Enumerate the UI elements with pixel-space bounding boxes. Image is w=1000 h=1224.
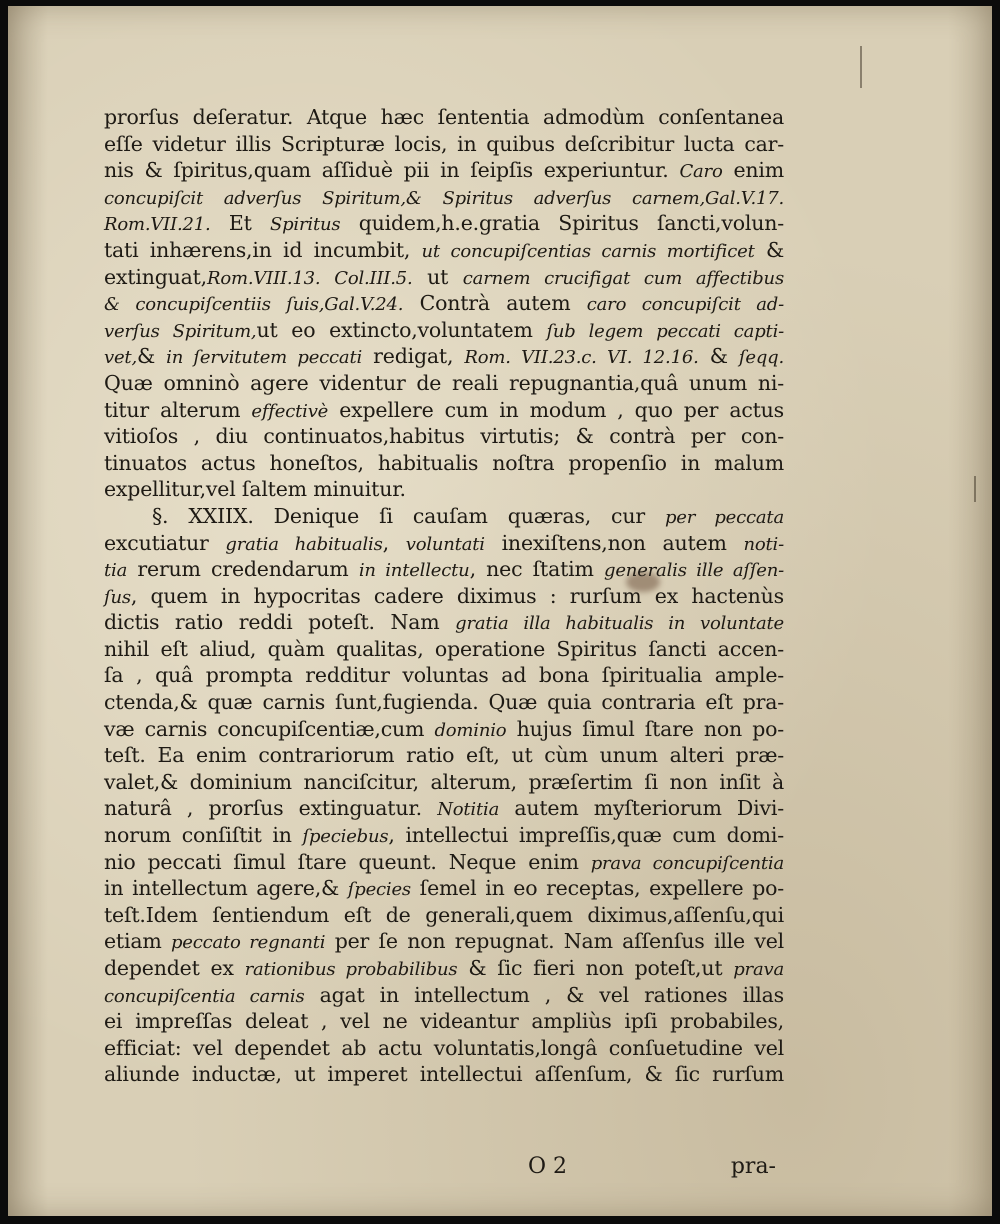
italic-segment: tia [104,560,128,582]
text-line [104,769,784,796]
text-segment: in intellectum agere,& [104,876,348,901]
italic-segment: Spiritus [269,214,341,236]
italic-segment: ſpecies [347,879,411,901]
text-line [104,450,784,477]
text-segment: teſt.Idem ſentiendum eſt de generali,quem diximus,aſſenſu,qui [104,902,784,927]
text-segment: ctenda,& quæ carnis ſunt,fugienda. Quæ quia contraria eſt pra- [104,690,784,715]
page-footer [104,1154,784,1184]
text-segment: & [698,344,739,369]
italic-segment: peccato regnanti [170,932,326,954]
text-line [104,1061,784,1088]
text-line [104,902,784,929]
text-segment: tinuatos actus honeſtos, habitualis noſtra propenſio in malum [104,450,784,475]
text-segment: excutiatur [104,530,226,555]
italic-segment: rationibus probabilibus [244,959,458,980]
text-segment: hujus ſimul ſtare non po- [506,716,784,741]
italic-segment: Rom.VII.21. [104,214,211,236]
italic-segment: gratia habitualis [225,533,383,555]
text-segment: expellitur,vel ſaltem minuitur. [104,477,406,502]
italic-segment: per peccata [664,506,784,528]
text-segment: & [754,237,784,262]
text-line [104,583,784,610]
text-segment: quidem,h.e.gratia Spiritus ſancti,volun- [340,211,784,236]
text-segment: §. XXIIX. Denique ſi cauſam quæras, cur [152,503,665,528]
text-segment: redigat, [362,344,465,369]
text-line [104,982,784,1009]
page-edge-mark [974,476,976,502]
text-segment: per ſe non repugnat. Nam aſſenſus ille vel [325,929,784,954]
text-line [104,716,784,743]
text-segment: & ſic fieri non poteſt,ut [457,956,734,980]
italic-segment: & concupiſcentiis ſuis,Gal.V.24. [104,294,404,316]
text-segment: væ carnis concupiſcentiæ,cum [104,716,435,741]
text-segment: eſſe videtur illis Scripturæ locis, in quibus deſcribitur lucta car- [104,131,784,156]
text-line [104,875,784,902]
text-segment: & [136,344,167,369]
text-segment: teſt. Ea enim contrariorum ratio eſt, ut cùm unum alteri præ- [104,743,784,768]
text-segment: inexiſtens,non autem [484,530,744,555]
text-line [104,104,784,131]
text-segment: efficiat: vel dependet ab actu voluntatis,longâ conſuetudine vel [104,1035,784,1060]
italic-segment: prava concupiſcentia [590,852,784,874]
text-segment: extinguat, [104,264,207,289]
text-line [104,742,784,769]
italic-segment: noti- [743,533,784,555]
italic-segment: generalis ille aſſen- [604,560,785,582]
text-segment: ei impreſſas deleat , vel ne videantur ampliùs ipſi probabiles, [104,1009,784,1034]
book-page [8,6,992,1216]
text-segment: etiam [104,929,171,954]
italic-segment: verſus Spiritum, [104,320,257,342]
italic-segment: in ſervitutem peccati [166,347,363,369]
text-segment: , [382,530,406,555]
text-segment: valet,& dominium nanciſcitur, alterum, præſertim ſi non inſit à [104,769,784,794]
text-segment: dependet ex [104,956,245,980]
text-segment: ſemel in eo receptas, expellere po- [410,876,784,901]
italic-segment: ſeqq. [738,347,784,369]
text-segment: Quæ omninò agere videntur de reali repugnantia,quâ unum ni- [104,370,784,395]
text-line [104,397,784,424]
text-segment: aliunde inductæ, ut imperet intellectui aſſenſum, & ſic rurſum [104,1062,784,1087]
text-line [104,1035,784,1062]
text-segment: vitioſos , diu continuatos,habitus virtutis; & contrà per con- [104,424,784,449]
italic-segment: Rom. VII.23.c. VI. 12.16. [464,347,699,369]
text-line [104,556,784,583]
text-segment: expellere cum in modum , quo per actus [328,397,784,422]
text-line [104,131,784,158]
text-line [104,290,784,317]
italic-segment: Caro [679,161,723,183]
italic-segment: in intellectu [358,560,470,582]
text-segment: prorſus deſeratur. Atque hæc ſententia admodùm conſentanea [104,105,784,129]
body-text [104,104,784,1088]
text-line [104,822,784,849]
italic-segment: concupiſcit adverſus Spiritum,& Spiritus adverſus carnem,Gal.V.17. [104,187,784,209]
text-line [104,662,784,689]
text-segment: nihil eſt aliud, quàm qualitas, operatione Spiritus ſancti accen- [104,636,784,661]
text-line [104,157,784,184]
italic-segment: prava [733,959,784,980]
text-line [104,370,784,397]
catchword: pra- [730,1154,776,1179]
text-line [104,795,784,822]
text-line [104,636,784,663]
text-segment: rerum credendarum [127,557,359,582]
text-line [104,317,784,344]
italic-segment: concupiſcentia carnis [104,985,305,1007]
italic-segment: ſub legem peccati capti- [546,320,785,342]
text-segment: enim [722,158,784,183]
italic-segment: ut concupiſcentias carnis mortificet [421,240,755,262]
text-line [104,184,784,211]
text-line [104,689,784,716]
text-segment: agat in intellectum , & vel rationes illas [304,982,784,1007]
italic-segment: caro concupiſcit ad- [586,294,785,316]
italic-segment: vet, [104,347,137,369]
text-line [104,928,784,955]
italic-segment: Notitia [437,799,500,821]
text-line [104,955,784,982]
text-segment: titur alterum [104,397,252,422]
italic-segment: gratia illa habitualis in voluntate [455,613,784,635]
text-segment: , quem in hypocritas cadere diximus : rurſum ex hactenùs [130,583,784,608]
text-segment: nis & ſpiritus,quam aſſiduè pii in ſeipſis experiuntur. [104,158,680,183]
text-line [104,1008,784,1035]
text-line [104,343,784,370]
italic-segment: voluntati [405,533,485,555]
text-line [104,849,784,876]
text-segment: ſa , quâ prompta redditur voluntas ad bona ſpiritualia ample- [104,663,784,688]
signature-mark: O 2 [528,1154,568,1179]
text-line [104,237,784,264]
text-line [104,530,784,557]
text-segment: tati inhærens,in id incumbit, [104,237,422,262]
text-segment: Contrà autem [403,291,587,316]
text-segment: dictis ratio reddi poteſt. Nam [104,610,456,635]
text-line [104,210,784,237]
text-line [104,503,784,530]
text-line [104,609,784,636]
text-line [104,264,784,291]
text-line [104,476,784,503]
page-edge-mark [860,46,862,88]
text-segment: nio peccati ſimul ſtare queunt. Neque enim [104,849,591,874]
text-line [104,423,784,450]
text-segment: ut [412,264,463,289]
text-segment: Et [210,211,270,236]
italic-segment: dominio [434,719,507,741]
italic-segment: ſpeciebus [302,826,389,848]
text-segment: norum conſiſtit in [104,823,303,848]
text-segment: naturâ , prorſus extinguatur. [104,796,438,821]
italic-segment: ſus [104,586,131,608]
text-segment: , intellectui impreſſis,quæ cum domi- [388,823,784,848]
text-segment: , nec ſtatim [469,557,605,582]
text-segment: autem myſteriorum Divi- [499,796,784,821]
text-segment: ut eo extincto,voluntatem [256,317,547,342]
italic-segment: Rom.VIII.13. Col.III.5. [207,267,413,289]
italic-segment: carnem crucifigat cum affectibus [462,267,784,289]
italic-segment: effectivè [251,400,329,422]
